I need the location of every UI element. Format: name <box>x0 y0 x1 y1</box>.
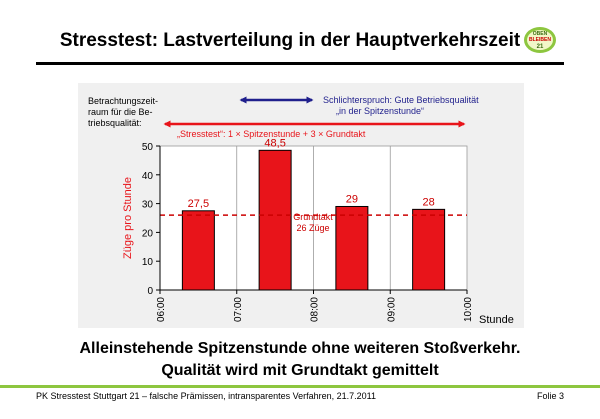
y-tick-label-40: 40 <box>141 170 153 182</box>
logo-text-mid: BLEIBEN <box>529 37 551 43</box>
y-tick-label-30: 30 <box>141 199 153 211</box>
footer-text: PK Stresstest Stuttgart 21 – falsche Prämissen, intransparentes Verfahren, 21.7.2011 <box>36 391 377 401</box>
bar-3 <box>413 209 445 290</box>
x-tick-label-2: 08:00 <box>309 297 321 323</box>
slide-title: Stresstest: Lastverteilung in der Hauptverkehrszeit <box>59 30 521 51</box>
bar-1 <box>259 150 291 290</box>
period-label-line-3: triebsqualität: <box>88 118 142 128</box>
period-label-line-2: raum für die Be- <box>88 107 153 117</box>
x-tick-label-3: 09:00 <box>386 297 398 323</box>
arbitration-text-line-1: Schlichterspruch: Gute Betriebsqualität <box>323 95 479 105</box>
x-tick-label-1: 07:00 <box>232 297 244 323</box>
value-label-0: 27,5 <box>187 197 210 210</box>
conclusion-line-2: Qualität wird mit Grundtakt gemittelt <box>161 362 439 379</box>
slide-number: Folie 3 <box>536 391 564 401</box>
reference-line-label-2: 26 Züge <box>296 223 330 233</box>
arbitration-text-line-2: „in der Spitzenstunde“ <box>336 106 425 116</box>
bar-2 <box>336 206 368 290</box>
logo-text-top: OBEN <box>532 31 548 37</box>
x-tick-label-0: 06:00 <box>156 297 167 323</box>
y-axis-label: Züge pro Stunde <box>122 177 134 259</box>
conclusion-line-1: Alleinstehende Spitzenstunde ohne weiteren Stoßverkehr. <box>79 340 521 357</box>
value-label-2: 29 <box>345 193 358 206</box>
footer-bar <box>0 385 600 388</box>
y-tick-label-10: 10 <box>141 257 153 269</box>
bar-0 <box>182 211 214 290</box>
x-tick-label-4: 10:00 <box>463 297 474 323</box>
value-label-1: 48,5 <box>264 137 286 150</box>
x-axis-label: Stunde <box>479 314 514 326</box>
y-tick-label-20: 20 <box>141 228 153 240</box>
period-label-line-1: Betrachtungszeit- <box>88 96 159 106</box>
y-tick-label-50: 50 <box>141 142 153 153</box>
stresstest-label: „Stresstest“: 1 × Spitzenstunde + 3 × Grundtakt <box>177 129 366 139</box>
reference-line-label-1: Grundtakt <box>293 212 333 222</box>
logo-text-bottom: 21 <box>536 44 544 50</box>
y-tick-label-0: 0 <box>147 286 153 297</box>
value-label-3: 28 <box>422 196 435 209</box>
